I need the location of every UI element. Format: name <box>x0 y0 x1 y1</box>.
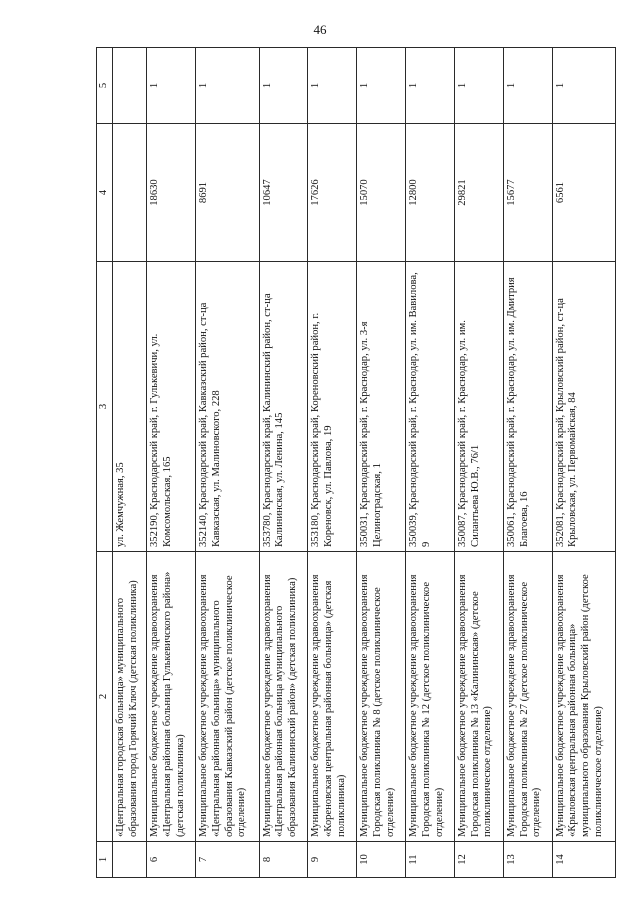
table-row <box>147 48 196 878</box>
institution-address: 350039, Краснодарский край, г. Краснодар, ул. им. Вавилова, 9 <box>406 262 455 552</box>
header-cell: 2 <box>97 552 113 842</box>
institution-address: 352140, Краснодарский край, Кавказский район, ст-ца Кавказская, ул. Малиновского, 228 <box>196 262 259 552</box>
row-number: 6 <box>147 842 196 878</box>
row-number: 9 <box>308 842 357 878</box>
institution-name: Муниципальное бюджетное учреждение здравоохранения «Центральная районная больница Гулькевичского района» (детская поликлиника) <box>147 552 196 842</box>
count-cell: 1 <box>503 48 552 124</box>
institution-address: 350031, Краснодарский край, г. Краснодар, ул. 3-я Целиноградская, 1 <box>357 262 406 552</box>
institution-name: Муниципальное бюджетное учреждение здравоохранения «Крыловская центральная районная больница» муниципального образования Крыловский район (детское поликлиническое отделение) <box>552 552 615 842</box>
table-row <box>357 48 406 878</box>
table-row <box>503 48 552 878</box>
rotated-table-container <box>96 48 616 878</box>
institution-address: ул. Жемчужная, 35 <box>113 262 147 552</box>
count-cell: 1 <box>196 48 259 124</box>
value-cell: 15070 <box>357 124 406 262</box>
value-cell: 10647 <box>259 124 308 262</box>
count-cell <box>113 48 147 124</box>
value-cell: 6561 <box>552 124 615 262</box>
header-cell: 1 <box>97 842 113 878</box>
table-row <box>455 48 504 878</box>
table-row <box>196 48 259 878</box>
institution-name: Муниципальное бюджетное учреждение здравоохранения «Центральная районная больница» муниципального образования Кавказский район (детское поликлиническое отделение) <box>196 552 259 842</box>
institution-name: Муниципальное бюджетное учреждение здравоохранения Городская поликлиника № 13 «Калининская» (детское поликлиническое отделение) <box>455 552 504 842</box>
header-row <box>97 48 113 878</box>
count-cell: 1 <box>147 48 196 124</box>
row-number: 14 <box>552 842 615 878</box>
rotated-table <box>96 48 616 878</box>
value-cell: 8691 <box>196 124 259 262</box>
count-cell: 1 <box>357 48 406 124</box>
count-cell: 1 <box>552 48 615 124</box>
count-cell: 1 <box>406 48 455 124</box>
row-number: 12 <box>455 842 504 878</box>
institution-name: Муниципальное бюджетное учреждение здравоохранения «Центральная районная больница муниципального образования Калининский район» (детская поликлиника) <box>259 552 308 842</box>
value-cell: 29821 <box>455 124 504 262</box>
institution-name: Муниципальное бюджетное учреждение здравоохранения «Кореновская центральная районная больница» (детская поликлиника) <box>308 552 357 842</box>
value-cell <box>113 124 147 262</box>
count-cell: 1 <box>308 48 357 124</box>
table-row <box>113 48 147 878</box>
institution-name: Муниципальное бюджетное учреждение здравоохранения Городская поликлиника № 27 (детское поликлиническое отделение) <box>503 552 552 842</box>
table-row <box>552 48 615 878</box>
institution-address: 352081, Краснодарский край, Крыловский район, ст-ца Крыловская, ул. Первомайская, 84 <box>552 262 615 552</box>
table-body <box>113 48 616 878</box>
table-row <box>308 48 357 878</box>
table-row <box>259 48 308 878</box>
institution-address: 350087, Краснодарский край, г. Краснодар, ул. им. Силантьева Ю.В., 76/1 <box>455 262 504 552</box>
value-cell: 17626 <box>308 124 357 262</box>
header-cell: 3 <box>97 262 113 552</box>
header-cell: 4 <box>97 124 113 262</box>
header-cell: 5 <box>97 48 113 124</box>
row-number: 7 <box>196 842 259 878</box>
institution-name: «Центральная городская больница» муниципального образования город Горячий Ключ (детская поликлиника) <box>113 552 147 842</box>
row-number: 10 <box>357 842 406 878</box>
row-number: 8 <box>259 842 308 878</box>
institution-address: 353180, Краснодарский край, Кореновский район, г. Кореновск, ул. Павлова, 19 <box>308 262 357 552</box>
value-cell: 18630 <box>147 124 196 262</box>
row-number: 11 <box>406 842 455 878</box>
value-cell: 12800 <box>406 124 455 262</box>
institution-name: Муниципальное бюджетное учреждение здравоохранения Городская поликлиника № 12 (детское поликлиническое отделение) <box>406 552 455 842</box>
count-cell: 1 <box>455 48 504 124</box>
page-number: 46 <box>313 22 327 37</box>
institutions-table <box>96 47 616 878</box>
institution-address: 352190, Краснодарский край, г. Гулькевичи, ул. Комсомольская, 165 <box>147 262 196 552</box>
row-number <box>113 842 147 878</box>
row-number: 13 <box>503 842 552 878</box>
institution-name: Муниципальное бюджетное учреждение здравоохранения Городская поликлиника № 8 (детское поликлиническое отделение) <box>357 552 406 842</box>
table-row <box>406 48 455 878</box>
value-cell: 15677 <box>503 124 552 262</box>
institution-address: 353780, Краснодарский край, Калининский район, ст-ца Калининская, ул. Ленина, 145 <box>259 262 308 552</box>
count-cell: 1 <box>259 48 308 124</box>
institution-address: 350061, Краснодарский край, г. Краснодар, ул. им. Дмитрия Благоева, 16 <box>503 262 552 552</box>
